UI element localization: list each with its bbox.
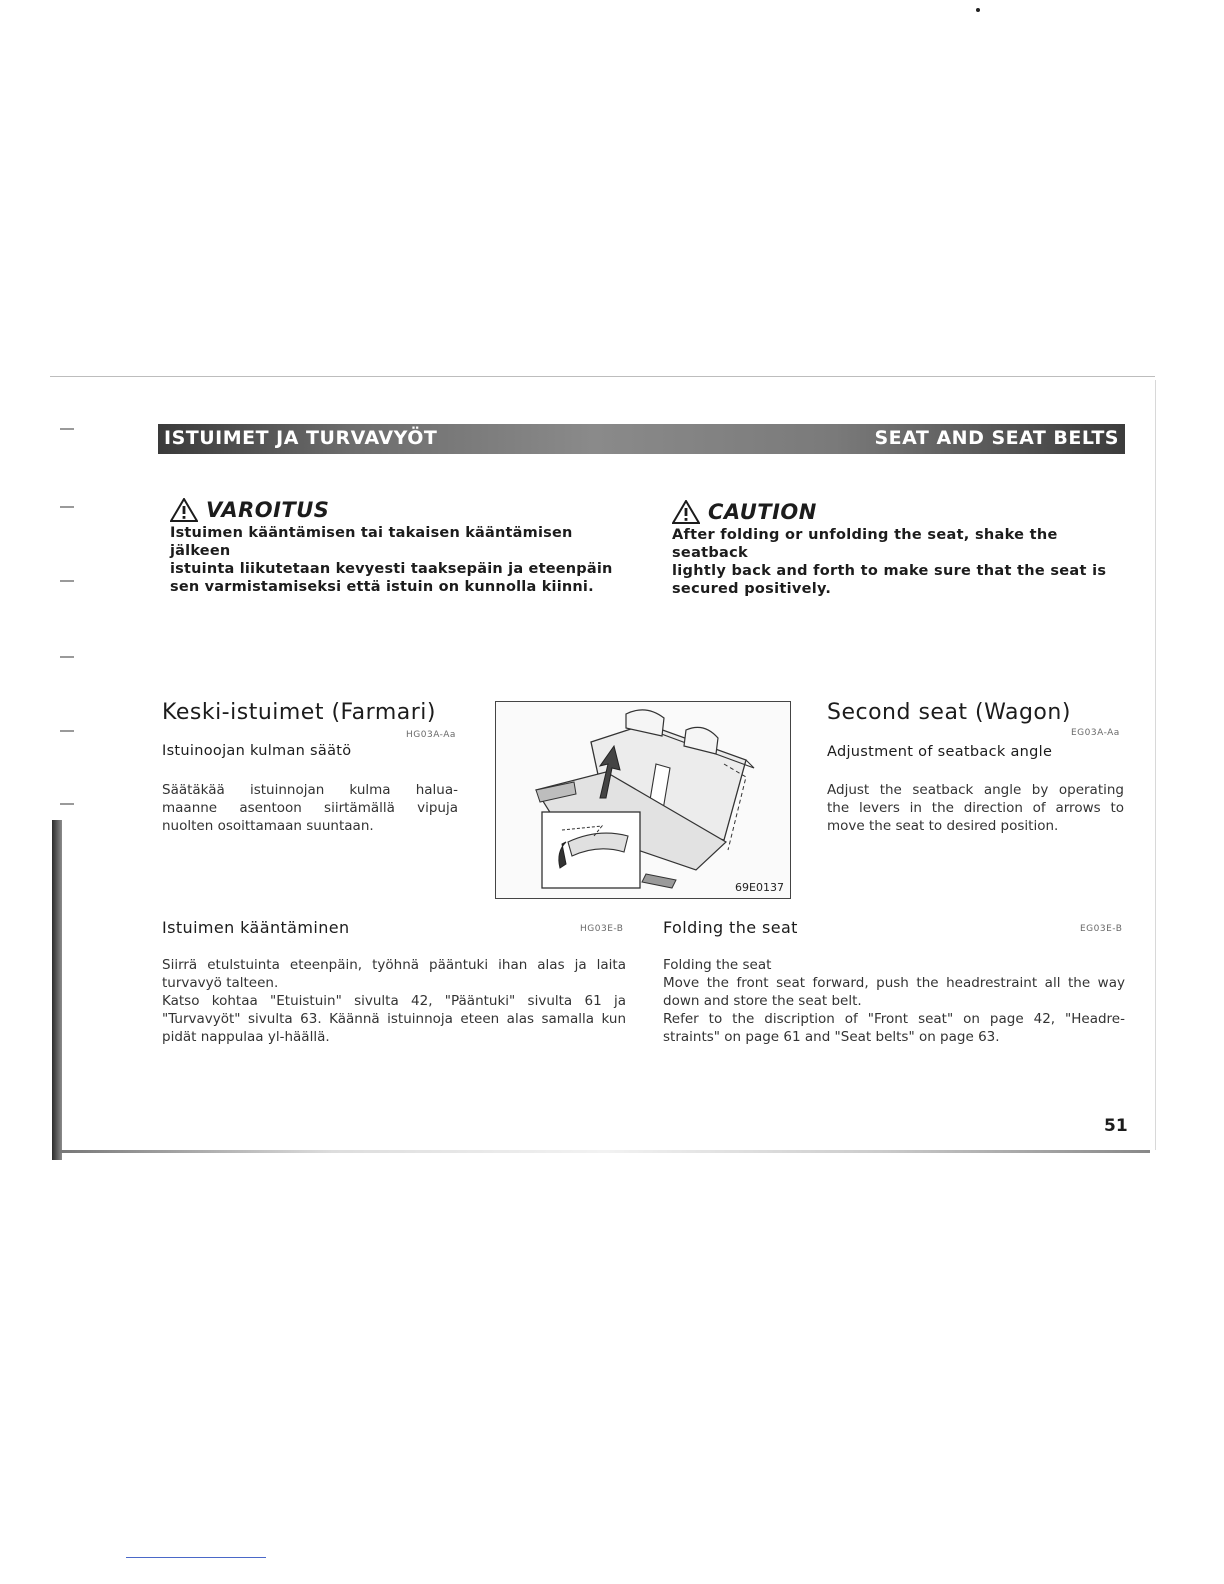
spine-mark [60,580,74,582]
warning-text-fi [170,524,615,596]
section-title-en: Second seat (Wagon) [827,700,1071,725]
warning-triangle-icon [672,500,700,524]
body-line: move the seat to desired position. [827,818,1059,834]
header-title-fi: ISTUIMET JA TURVAVYÖT [164,427,438,449]
subheading-en: Adjustment of seatback angle [827,744,1053,760]
caution-line: lightly back and forth to make sure that the seat is [672,563,1107,579]
spine-mark [60,803,74,805]
warning-line: Istuimen kääntämisen tai takaisen kääntämisen jälkeen [170,525,573,559]
spine-mark [60,656,74,658]
folding-heading-fi: Istuimen kääntäminen [162,918,350,937]
scan-dot [976,8,980,12]
warning-title-fi: VAROITUS [206,498,330,522]
warning-line: sen varmistamiseksi että istuin on kunnolla kiinni. [170,579,594,595]
binding-spine [52,820,62,1160]
spine-mark [60,428,74,430]
header-title-en: SEAT AND SEAT BELTS [874,427,1119,449]
folding-body-en [663,956,1125,1046]
spine-mark [60,730,74,732]
rear-seat-diagram [496,702,790,898]
paragraph: Katso kohtaa "Etuistuin" sivulta 42, "Pääntuki" sivulta 61 ja "Turvavyöt" sivulta 63. Käännä istuinnoja eteen alas samalla kun pidät nappulaa yl-häällä. [162,993,626,1045]
paragraph: Refer to the discription of "Front seat" on page 42, "Headre-straints" on page 61 and "Seat belts" on page 63. [663,1011,1125,1045]
body-line: Säätäkää istuinnojan kulma halua- [162,782,458,798]
body-line: the levers in the direction of arrows to [827,800,1124,816]
body-fi [162,781,458,835]
warning-box-fi [170,498,615,596]
caution-text-en [672,526,1122,598]
figure-code: 69E0137 [735,881,784,894]
paragraph: Move the front seat forward, push the headrestraint all the way down and store the seat belt. [663,975,1125,1009]
folding-code-fi: HG03E-B [580,924,624,934]
caution-box-en [672,500,1122,598]
body-line: maanne asentoon siirtämällä vipuja [162,800,458,816]
folding-heading-en: Folding the seat [663,918,798,937]
section-code-fi: HG03A-Aa [406,730,456,740]
section-title-fi: Keski-istuimet (Farmari) [162,700,436,725]
section-header-band [158,424,1125,454]
folding-code-en: EG03E-B [1080,924,1123,934]
bottom-link-line [126,1557,266,1558]
caution-line: secured positively. [672,581,832,597]
paragraph: Siirrä etulstuinta eteenpäin, työhnä pääntuki ihan alas ja laita turvavyö talteen. [162,957,626,991]
paragraph: Folding the seat [663,957,772,973]
warning-line: istuinta liikutetaan kevyesti taaksepäin ja eteenpäin [170,561,613,577]
page-number: 51 [1104,1116,1128,1136]
spine-mark [60,506,74,508]
bottom-edge-shadow [60,1150,1150,1153]
right-rule [1155,380,1156,1150]
body-line: Adjust the seatback angle by operating [827,782,1124,798]
body-line: nuolten osoittamaan suuntaan. [162,818,374,834]
body-en [827,781,1124,835]
subheading-fi: Istuinoojan kulman säätö [162,743,352,759]
caution-line: After folding or unfolding the seat, shake the seatback [672,527,1058,561]
folding-body-fi [162,956,626,1046]
seat-illustration [495,701,791,899]
warning-triangle-icon [170,498,198,522]
top-rule [50,376,1155,377]
section-code-en: EG03A-Aa [1071,728,1120,738]
caution-title-en: CAUTION [708,500,817,524]
